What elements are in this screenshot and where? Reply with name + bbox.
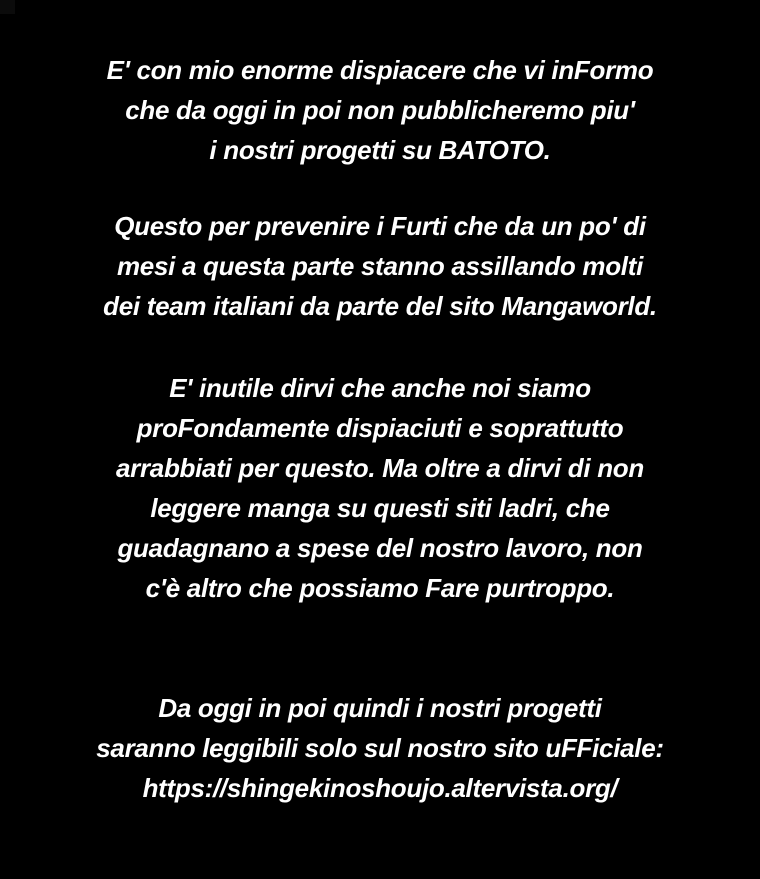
paragraph-batoto-announcement bbox=[0, 50, 760, 170]
text-line: Questo per prevenire i Furti che da un po' di bbox=[114, 211, 646, 241]
paragraph-apology bbox=[0, 368, 760, 608]
text-line: dei team italiani da parte del sito Mangaworld. bbox=[103, 291, 657, 321]
text-line: E' inutile dirvi che anche noi siamo bbox=[169, 373, 591, 403]
text-line: arrabbiati per questo. Ma oltre a dirvi di non bbox=[116, 453, 644, 483]
text-line: proFondamente dispiaciuti e soprattutto bbox=[136, 413, 624, 443]
text-line: che da oggi in poi non pubblicheremo piu' bbox=[125, 95, 635, 125]
text-line: i nostri progetti su BATOTO. bbox=[209, 135, 551, 165]
paragraph-official-site bbox=[0, 688, 760, 808]
text-line: saranno leggibili solo sul nostro sito uFFiciale: bbox=[96, 733, 664, 763]
text-line: Da oggi in poi quindi i nostri progetti bbox=[158, 693, 602, 723]
text-line: leggere manga su questi siti ladri, che bbox=[150, 493, 610, 523]
text-line: c'è altro che possiamo Fare purtroppo. bbox=[145, 573, 615, 603]
official-site-url: https://shingekinoshoujo.altervista.org/ bbox=[142, 773, 618, 803]
text-line: guadagnano a spese del nostro lavoro, non bbox=[117, 533, 643, 563]
paragraph-theft-prevention bbox=[0, 206, 760, 326]
text-line: mesi a questa parte stanno assillando molti bbox=[116, 251, 644, 281]
text-line: E' con mio enorme dispiacere che vi inFormo bbox=[106, 55, 654, 85]
